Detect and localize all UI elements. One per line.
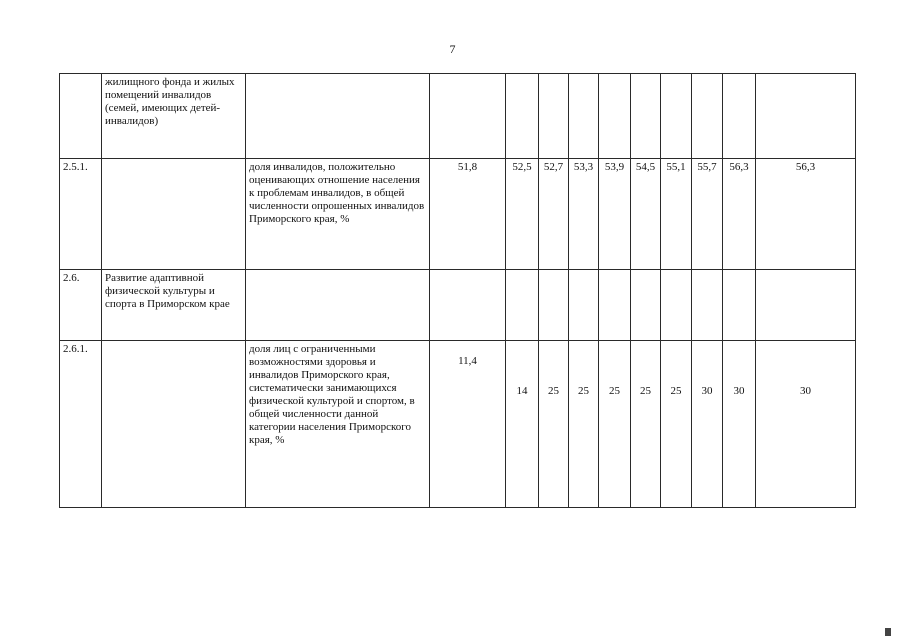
year-value: 56,3 bbox=[723, 159, 756, 270]
table-row bbox=[60, 74, 856, 159]
row-name bbox=[102, 159, 246, 270]
table-row bbox=[60, 270, 856, 341]
row-code bbox=[60, 74, 102, 159]
base-value: 11,4 bbox=[430, 341, 506, 508]
year-value: 54,5 bbox=[631, 159, 661, 270]
scan-artifact bbox=[885, 628, 891, 636]
indicators-table bbox=[59, 73, 856, 508]
year-value: 53,9 bbox=[599, 159, 631, 270]
base-value bbox=[430, 74, 506, 159]
row-code: 2.6. bbox=[60, 270, 102, 341]
base-value bbox=[430, 270, 506, 341]
row-code: 2.5.1. bbox=[60, 159, 102, 270]
year-value: 30 bbox=[692, 341, 723, 508]
year-value bbox=[599, 270, 631, 341]
year-value bbox=[506, 270, 539, 341]
year-value: 52,5 bbox=[506, 159, 539, 270]
row-indicator: доля лиц с ограниченными возможностями здоровья и инвалидов Приморского края, систематически занимающихся физической культурой и спортом, в общей численности данной категории населения Приморского края, % bbox=[246, 341, 430, 508]
year-value: 55,1 bbox=[661, 159, 692, 270]
year-value: 25 bbox=[539, 341, 569, 508]
year-value bbox=[723, 270, 756, 341]
year-value bbox=[539, 74, 569, 159]
row-name: жилищного фонда и жилых помещений инвалидов (семей, имеющих детей-инвалидов) bbox=[102, 74, 246, 159]
row-name: Развитие адаптивной физической культуры и спорта в Приморском крае bbox=[102, 270, 246, 341]
year-value bbox=[569, 270, 599, 341]
year-value bbox=[631, 270, 661, 341]
year-value bbox=[661, 74, 692, 159]
year-value: 53,3 bbox=[569, 159, 599, 270]
year-value bbox=[506, 74, 539, 159]
row-indicator bbox=[246, 270, 430, 341]
final-value bbox=[756, 270, 856, 341]
year-value: 25 bbox=[631, 341, 661, 508]
year-value bbox=[599, 74, 631, 159]
year-value bbox=[631, 74, 661, 159]
base-value: 51,8 bbox=[430, 159, 506, 270]
year-value: 55,7 bbox=[692, 159, 723, 270]
year-value: 14 bbox=[506, 341, 539, 508]
year-value: 30 bbox=[723, 341, 756, 508]
final-value: 30 bbox=[756, 341, 856, 508]
year-value bbox=[661, 270, 692, 341]
row-name bbox=[102, 341, 246, 508]
year-value: 25 bbox=[661, 341, 692, 508]
row-indicator bbox=[246, 74, 430, 159]
year-value: 25 bbox=[599, 341, 631, 508]
year-value bbox=[569, 74, 599, 159]
table-row bbox=[60, 341, 856, 508]
row-indicator: доля инвалидов, положительно оценивающих отношение населения к проблемам инвалидов, в общей численности опрошенных инвалидов Приморского края, % bbox=[246, 159, 430, 270]
year-value bbox=[692, 74, 723, 159]
year-value: 25 bbox=[569, 341, 599, 508]
year-value: 52,7 bbox=[539, 159, 569, 270]
year-value bbox=[723, 74, 756, 159]
page-number: 7 bbox=[449, 42, 456, 56]
year-value bbox=[539, 270, 569, 341]
row-code: 2.6.1. bbox=[60, 341, 102, 508]
final-value: 56,3 bbox=[756, 159, 856, 270]
year-value bbox=[692, 270, 723, 341]
table-row bbox=[60, 159, 856, 270]
final-value bbox=[756, 74, 856, 159]
